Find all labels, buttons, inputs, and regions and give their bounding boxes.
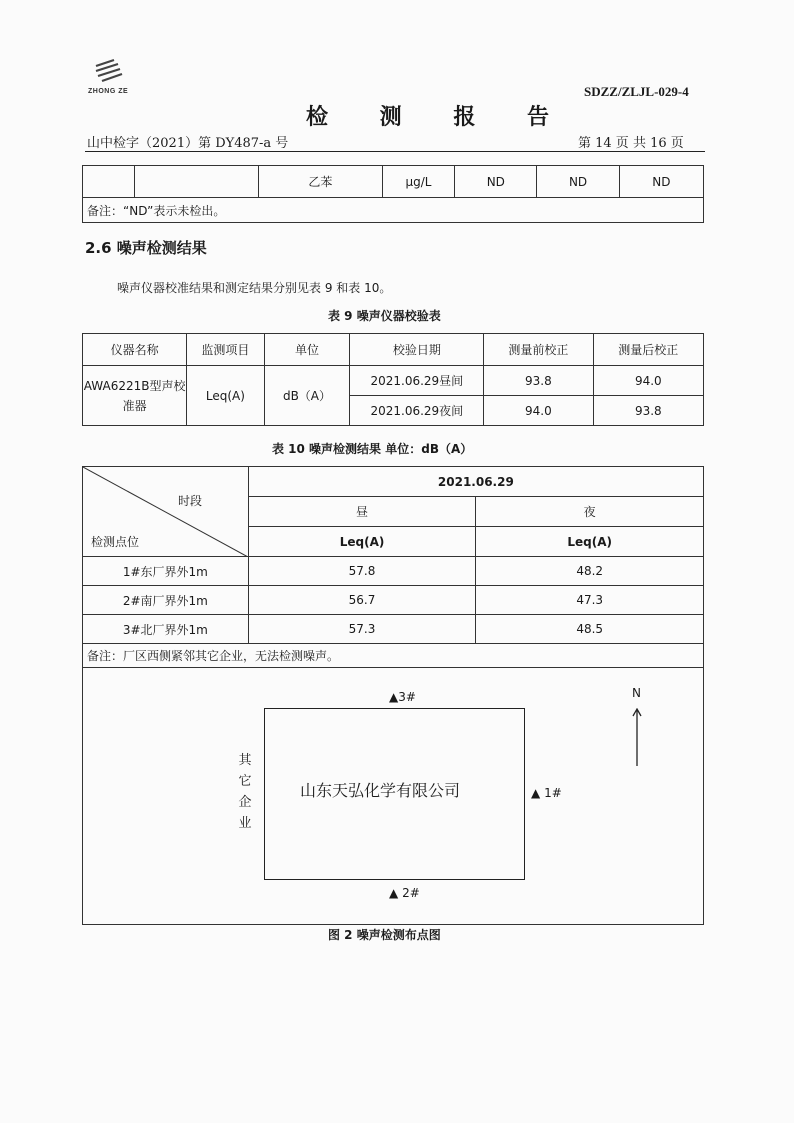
date-header: 2021.06.29 — [248, 467, 703, 497]
triangle-icon: ▲ — [531, 786, 541, 800]
west-label-char: 其 — [238, 753, 252, 768]
calib-before: 93.8 — [484, 366, 593, 396]
metric-night: Leq(A) — [476, 527, 704, 557]
table-row — [83, 557, 704, 586]
section-paragraph: 噪声仪器校准结果和测定结果分别见表 9 和表 10。 — [117, 281, 392, 295]
instrument-name: AWA6221B型声校准器 — [83, 366, 187, 426]
triangle-icon: ▲ — [389, 690, 399, 704]
point1-marker — [531, 786, 562, 800]
table-row — [83, 467, 704, 497]
table10-caption: 表 10 噪声检测结果 单位：dB（A） — [272, 442, 473, 456]
calib-date: 2021.06.29昼间 — [350, 366, 484, 396]
company-logo — [92, 58, 126, 86]
logo-mark-icon — [92, 58, 126, 86]
night-value: 48.2 — [476, 557, 704, 586]
report-number: 山中检字（2021）第 DY487-a 号 — [87, 136, 289, 151]
figure-caption: 图 2 噪声检测布点图 — [328, 928, 441, 942]
period-day: 昼 — [248, 497, 476, 527]
west-label — [238, 750, 252, 834]
table-row — [83, 198, 704, 223]
west-label-char: 业 — [238, 816, 252, 831]
table-header: 单位 — [264, 334, 350, 366]
unit-cell: dB（A） — [264, 366, 350, 426]
point-name: 3#北厂界外1m — [83, 615, 249, 644]
table-cell: ND — [619, 166, 703, 198]
point1-label: 1# — [544, 786, 562, 800]
night-value: 47.3 — [476, 586, 704, 615]
diag-header-bottom: 检测点位 — [91, 535, 140, 549]
diag-header-top: 时段 — [178, 494, 203, 508]
table10-note: 备注：厂区西侧紧邻其它企业，无法检测噪声。 — [83, 644, 704, 668]
night-value: 48.5 — [476, 615, 704, 644]
table-row — [83, 644, 704, 668]
table9-caption: 表 9 噪声仪器校验表 — [328, 309, 441, 323]
west-label-char: 它 — [238, 774, 252, 789]
calib-date: 2021.06.29夜间 — [350, 396, 484, 426]
day-value: 56.7 — [248, 586, 476, 615]
table-cell — [83, 166, 135, 198]
layout-figure — [83, 668, 704, 925]
prev-table — [82, 165, 704, 223]
day-value: 57.3 — [248, 615, 476, 644]
page-info: 第 14 页 共 16 页 — [578, 136, 684, 151]
table-row — [83, 366, 704, 396]
diagonal-header-cell — [83, 467, 249, 557]
triangle-icon: ▲ — [389, 886, 399, 900]
calib-after: 93.8 — [593, 396, 703, 426]
calib-after: 94.0 — [593, 366, 703, 396]
doc-code: SDZZ/ZLJL-029-4 — [584, 84, 689, 99]
point-name: 1#东厂界外1m — [83, 557, 249, 586]
north-label: N — [632, 686, 641, 700]
table9 — [82, 333, 704, 426]
table-header: 测量前校正 — [484, 334, 593, 366]
north-arrow-icon — [631, 708, 643, 766]
monitor-item: Leq(A) — [187, 366, 264, 426]
table10 — [82, 466, 704, 925]
metric-day: Leq(A) — [248, 527, 476, 557]
table-cell: μg/L — [382, 166, 454, 198]
report-title: 检 测 报 告 — [306, 104, 571, 130]
west-label-char: 企 — [238, 795, 252, 810]
section-heading: 2.6 噪声检测结果 — [85, 239, 207, 257]
period-night: 夜 — [476, 497, 704, 527]
point3-label: 3# — [398, 690, 416, 704]
table-cell: 乙苯 — [258, 166, 382, 198]
prev-table-note: 备注：“ND”表示未检出。 — [83, 198, 704, 223]
header-rule — [85, 151, 705, 152]
table-header: 校验日期 — [350, 334, 484, 366]
table-row — [83, 615, 704, 644]
logo-text: ZHONG ZE — [88, 88, 129, 95]
table-header: 测量后校正 — [593, 334, 703, 366]
point2-marker — [389, 886, 420, 900]
table-row — [83, 166, 704, 198]
point2-label: 2# — [402, 886, 420, 900]
table-cell — [135, 166, 259, 198]
table-row — [83, 334, 704, 366]
table-row — [83, 586, 704, 615]
point3-marker — [389, 690, 416, 704]
day-value: 57.8 — [248, 557, 476, 586]
calib-before: 94.0 — [484, 396, 593, 426]
figure-row — [83, 668, 704, 925]
table-header: 仪器名称 — [83, 334, 187, 366]
point-name: 2#南厂界外1m — [83, 586, 249, 615]
table-header: 监测项目 — [187, 334, 264, 366]
table-cell: ND — [537, 166, 619, 198]
company-name: 山东天弘化学有限公司 — [300, 781, 461, 800]
table-cell: ND — [455, 166, 537, 198]
